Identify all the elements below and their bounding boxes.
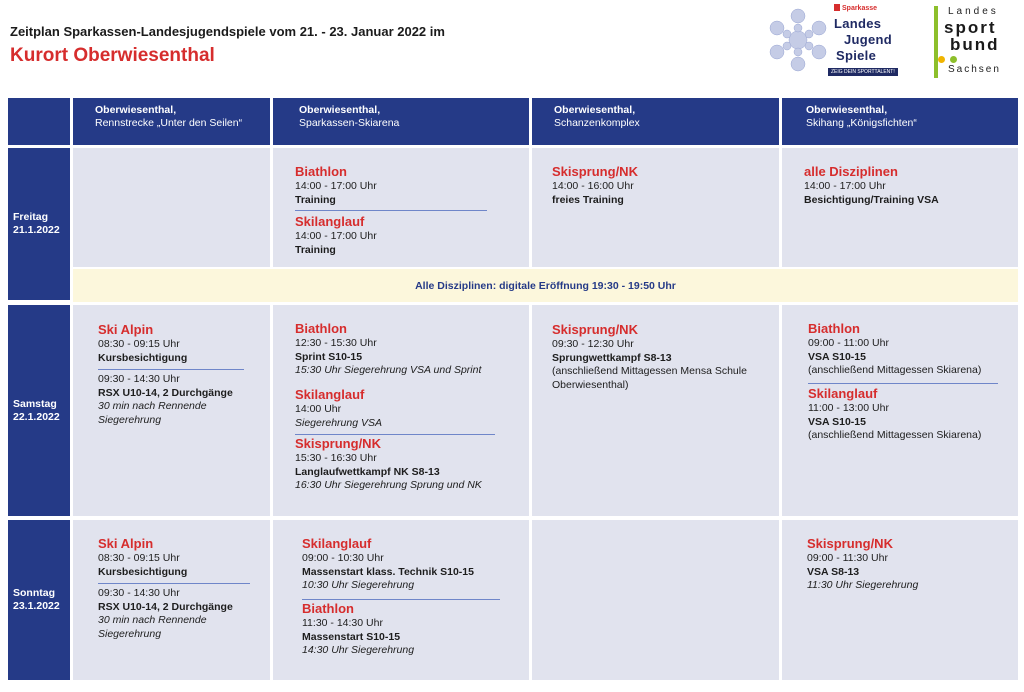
column-header-skihang: Oberwiesenthal, Skihang „Königsfichten“ (782, 98, 1018, 145)
event-skilanglauf-sun: Skilanglauf 09:00 - 10:30 Uhr Massenstart klass. Technik S10-15 10:30 Uhr Siegerehrung (302, 536, 474, 591)
separator (295, 434, 495, 435)
day-label-sonntag: Sonntag 23.1.2022 (8, 520, 70, 680)
slot-sun-skihang (782, 520, 1018, 680)
landessportbund-logo (930, 6, 1004, 82)
logo-word-landes: Landes (834, 16, 882, 31)
corner-header (8, 98, 70, 145)
separator (808, 383, 998, 384)
separator (98, 583, 250, 584)
event-skilanglauf-sat: Skilanglauf 14:00 Uhr Siegerehrung VSA (295, 387, 382, 429)
column-header-skiarena: Oberwiesenthal, Sparkassen-Skiarena (273, 98, 529, 145)
opening-banner: Alle Disziplinen: digitale Eröffnung 19:30 - 19:50 Uhr (73, 269, 1018, 302)
lsb-word-sachsen: Sachsen (948, 64, 1001, 75)
page-subtitle: Kurort Oberwiesenthal (10, 45, 215, 66)
slot-sat-skiarena (273, 305, 529, 516)
lsb-word-landes: Landes (948, 6, 999, 17)
slot-fri-schanzenkomplex (532, 148, 779, 267)
slot-sun-schanzenkomplex (532, 520, 779, 680)
lsb-word-bund: bund (950, 35, 1000, 54)
event-ski-alpin-sat: Ski Alpin 08:30 - 09:15 Uhr Kursbesichtigung 09:30 - 14:30 Uhr RSX U10-14, 2 Durchgänge 30 min nach Rennende Siegerehrung (98, 322, 268, 427)
day-label-freitag: Freitag 21.1.2022 (8, 148, 70, 300)
event-skilanglauf-sat-skihang: Skilanglauf 11:00 - 13:00 Uhr VSA S10-15 (anschließend Mittagessen Skiarena) (808, 386, 982, 441)
logo-tagline: ZEIG DEIN SPORTTALENT! (828, 68, 898, 76)
slot-fri-rennstrecke (73, 148, 270, 267)
slot-sat-schanzenkomplex (532, 305, 779, 516)
logo-word-spiele: Spiele (836, 48, 877, 63)
page-title: Zeitplan Sparkassen-Landesjugendspiele vom 21. - 23. Januar 2022 im (10, 24, 445, 39)
event-biathlon-sat-skihang: Biathlon 09:00 - 11:00 Uhr VSA S10-15 (anschließend Mittagessen Skiarena) (808, 321, 982, 376)
slot-fri-skiarena (273, 148, 529, 267)
lsb-word-sport: sport (944, 18, 997, 37)
day-label-samstag: Samstag 22.1.2022 (8, 305, 70, 516)
snowflake-icon (766, 4, 830, 76)
logo-dot (950, 56, 957, 63)
landesjugendspiele-logo (764, 2, 904, 82)
event-skisprung-sat: Skisprung/NK 15:30 - 16:30 Uhr Langlaufwettkampf NK S8-13 16:30 Uhr Siegerehrung Sprung und NK (295, 436, 482, 491)
sparkasse-mark: Sparkasse (834, 4, 877, 12)
column-header-rennstrecke: Oberwiesenthal, Rennstrecke „Unter den Seilen“ (73, 98, 270, 145)
page-header (0, 0, 1024, 96)
separator (295, 210, 487, 211)
event-skisprung-sun: Skisprung/NK 09:00 - 11:30 Uhr VSA S8-13 11:30 Uhr Siegerehrung (807, 536, 919, 591)
separator (302, 599, 500, 600)
event-skisprung-fri: Skisprung/NK 14:00 - 16:00 Uhr freies Training (552, 164, 638, 206)
logo-dot (938, 56, 945, 63)
event-alle-disziplinen-fri: alle Disziplinen 14:00 - 17:00 Uhr Besichtigung/Training VSA (804, 164, 939, 206)
event-biathlon-sat: Biathlon 12:30 - 15:30 Uhr Sprint S10-15 15:30 Uhr Siegerehrung VSA und Sprint (295, 321, 482, 376)
event-ski-alpin-sun: Ski Alpin 08:30 - 09:15 Uhr Kursbesichtigung 09:30 - 14:30 Uhr RSX U10-14, 2 Durchgänge 30 min nach Rennende Siegerehrung (98, 536, 268, 641)
slot-sun-skiarena (273, 520, 529, 680)
event-skisprung-sat-schanze: Skisprung/NK 09:30 - 12:30 Uhr Sprungwettkampf S8-13 (anschließend Mittagessen Mensa Schule Oberwiesenthal) (552, 322, 747, 391)
column-header-schanzenkomplex: Oberwiesenthal, Schanzenkomplex (532, 98, 779, 145)
slot-sat-rennstrecke (73, 305, 270, 516)
separator (98, 369, 244, 370)
logo-word-jugend: Jugend (844, 32, 893, 47)
slot-sun-rennstrecke (73, 520, 270, 680)
slot-sat-skihang (782, 305, 1018, 516)
event-biathlon-fri: Biathlon 14:00 - 17:00 Uhr Training (295, 164, 377, 206)
event-skilanglauf-fri: Skilanglauf 14:00 - 17:00 Uhr Training (295, 214, 377, 256)
slot-fri-skihang (782, 148, 1018, 267)
event-biathlon-sun: Biathlon 11:30 - 14:30 Uhr Massenstart S10-15 14:30 Uhr Siegerehrung (302, 601, 415, 656)
